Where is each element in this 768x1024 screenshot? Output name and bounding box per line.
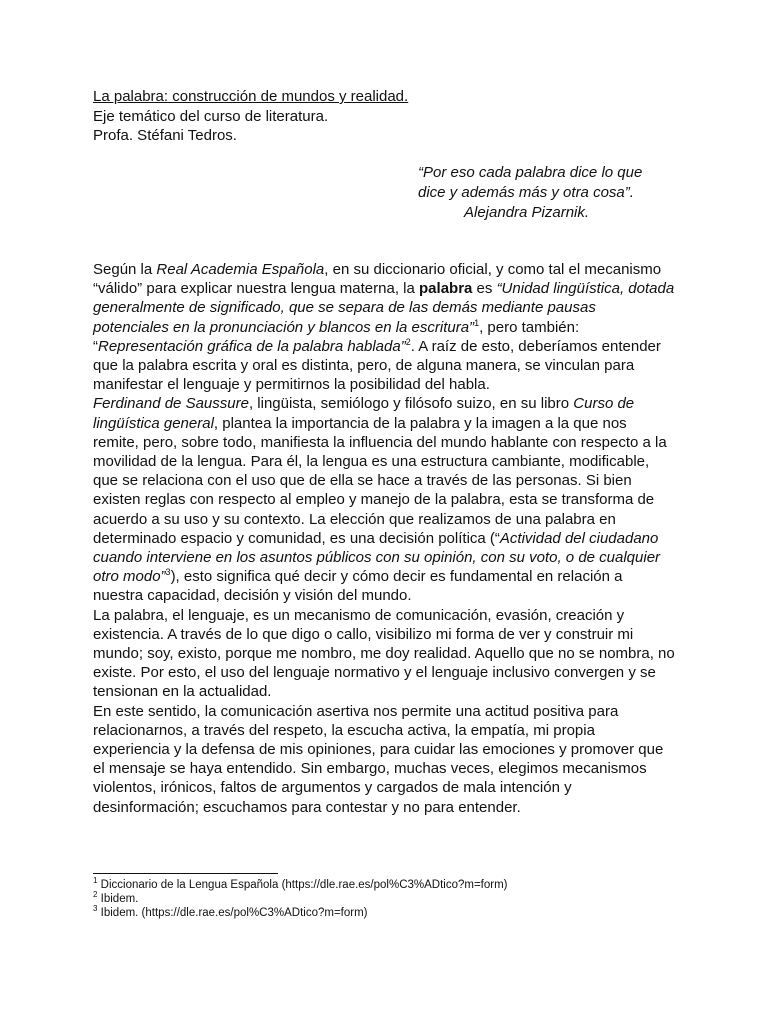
epigraph-quote-line-2: dice y además más y otra cosa”. [418,184,634,201]
epigraph [418,163,678,223]
footnote-3-text: Ibidem. (https://dle.rae.es/pol%C3%ADtico?m=form) [97,907,368,919]
epigraph-author: Alejandra Pizarnik. [464,204,590,221]
p1-italic-definition-1: “Unidad lingüística, dotada generalmente de significado, que se separa de las demás mediante pausas potenciales en la pronunciación y blancos en la escritura” [93,280,675,336]
p2-text-1: , lingüista, semiólogo y filósofo suizo, en su libro [248,395,574,413]
p2-italic-book-title: Curso de lingüística general [93,395,635,432]
document-subtitle: Eje temático del curso de literatura. [93,107,329,125]
footnote-1 [93,878,693,892]
paragraph-2 [93,394,675,605]
p1-text-4: , pero también: “ [93,318,580,355]
footnotes [93,878,693,920]
footnote-2 [93,892,693,906]
p2-italic-saussure: Ferdinand de Saussure [93,395,249,413]
footnote-divider [93,873,278,874]
p1-text-3: es [472,280,497,298]
p1-bold-palabra: palabra [419,280,473,298]
footnote-1-mark: 1 [93,876,98,886]
document-body [93,260,675,817]
paragraph-4: En este sentido, la comunicación asertiva nos permite una actitud positiva para relacionarnos, a través del respeto, la escucha activa, la empatía, mi propia experiencia y la defensa de mis opiniones, para cuidar las emociones y promover que el mensaje se haya entendido. Sin embargo, muchas veces, elegimos mecanismos violentos, irónicos, faltos de argumentos y cargados de mala intención y desinformación; escuchamos para contestar y no para entender. [93,702,664,816]
p1-text-1: Según la [93,261,157,278]
paragraph-3: La palabra, el lenguaje, es un mecanismo de comunicación, evasión, creación y existencia. A través de lo que digo o callo, visibilizo mi forma de ver y construir mi mundo; soy, existo, porque me nombro, me doy realidad. Aquello que no se nombra, no existe. Por esto, el uso del lenguaje normativo y el lenguaje inclusivo convergen y se tensionan en la actualidad. [93,606,675,701]
p1-italic-definition-2: Representación gráfica de la palabra hablada” [98,337,406,355]
footnote-ref-1: 1 [474,317,480,328]
paragraph-1 [93,260,675,394]
footnote-3-mark: 3 [93,904,98,914]
p1-italic-rae: Real Academia Española [156,261,325,278]
p2-text-3: ), esto significa qué decir y cómo decir es fundamental en relación a nuestra capacidad, decisión y visión del mundo. [93,568,623,605]
p1-text-2: , en su diccionario oficial, y como tal el mecanismo “válido” para explicar nuestra lengua materna, la [93,261,662,298]
footnote-2-mark: 2 [93,890,98,900]
footnote-2-text: Ibidem. [97,893,139,905]
epigraph-quote-line-1: “Por eso cada palabra dice lo que [418,164,643,181]
document-author: Profa. Stéfani Tedros. [93,127,237,144]
document-title: La palabra: construcción de mundos y realidad. [93,88,409,105]
document-header [93,87,513,146]
p2-text-2: , plantea la importancia de la palabra y la imagen a la que nos remite, pero, sobre todo, manifiesta la influencia del mundo hablante con respecto a la movilidad de la lengua. Para él, la lengua es una estructura cambiante, modificable, que se relaciona con el uso que de ella se hace a través de las personas. Si bien existen reglas con respecto al empleo y manejo de la palabra, esta se transforma de acuerdo a su uso y su contexto. La elección que realizamos de una palabra en determinado espacio y comunidad, es una decisión política (“ [93,414,667,547]
footnote-1-text: Diccionario de la Lengua Española (https://dle.rae.es/pol%C3%ADtico?m=form) [97,879,508,891]
footnote-ref-2: 2 [405,336,411,347]
p2-italic-definition: Actividad del ciudadano cuando interviene en los asuntos públicos con su opinión, con su voto, o de cualquier otro modo” [93,529,661,586]
footnote-3 [93,906,693,920]
footnote-ref-3: 3 [165,567,171,578]
p1-text-5: . A raíz de esto, deberíamos entender que la palabra escrita y oral es distinta, pero, de alguna manera, se vinculan para manifestar el lenguaje y permitirnos la posibilidad del habla. [93,337,661,394]
